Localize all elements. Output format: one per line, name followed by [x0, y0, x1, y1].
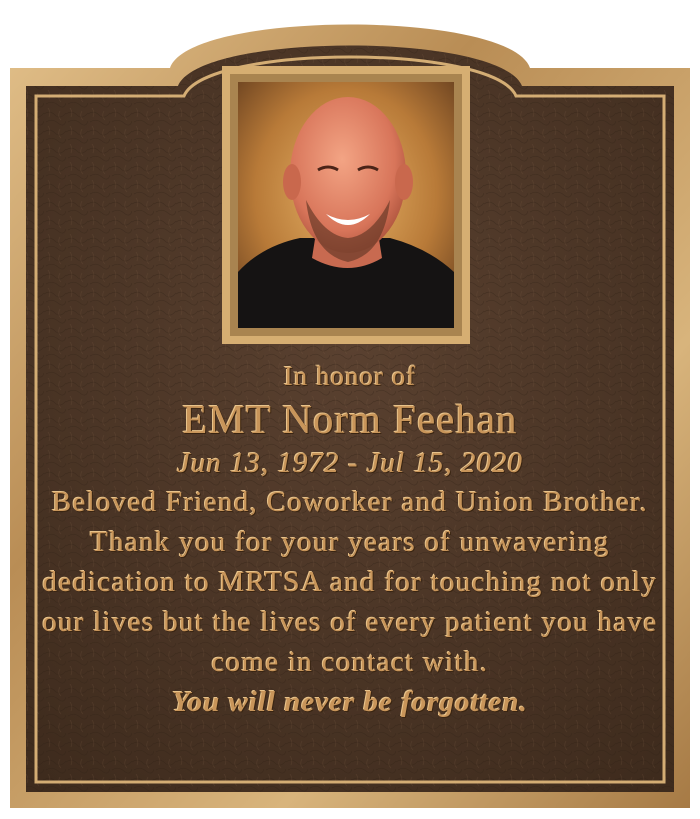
portrait-photo [222, 66, 470, 344]
honor-heading: In honor of [283, 361, 417, 391]
tribute-message: Beloved Friend, Coworker and Union Brother. Thank you for your years of unwavering dedication to MRTSA and for touching not only our lives but the lives of every patient you have come in contact with. [42, 486, 658, 678]
inscription [30, 350, 670, 722]
honoree-name: EMT Norm Feehan [182, 396, 518, 442]
closing-line: You will never be forgotten. [172, 686, 528, 718]
life-dates: Jun 13, 1972 - Jul 15, 2020 [177, 447, 523, 479]
